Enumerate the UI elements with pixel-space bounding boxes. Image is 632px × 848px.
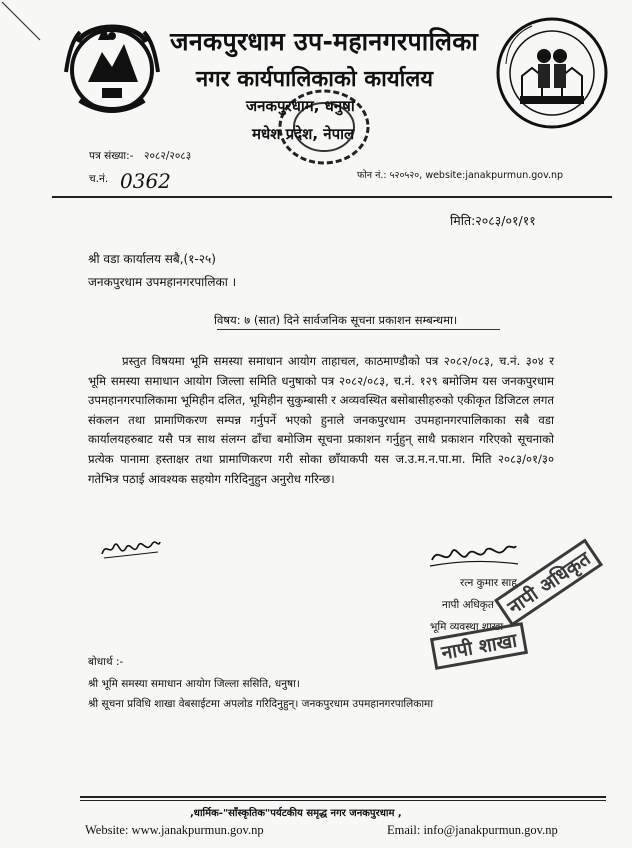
dispatch-number-handwritten [118,166,188,194]
letter-body [88,352,554,489]
letter-subject: विषय: ७ (सात) दिने सार्वजनिक सूचना प्रकाशन सम्बन्धमा। [214,313,458,327]
footer-website: Website: www.janakpurmun.gov.np [85,823,264,837]
municipality-name: जनकपुरधाम उप-महानगरपालिका [170,27,479,56]
cc-item: श्री भूमि समस्या समाधान आयोग जिल्ला ससिति, धनुषा। [88,678,300,690]
body-paragraph: प्रस्तुत विषयमा भूमि समस्या समाधान आयोग ताहाचल, काठमाण्डौको पत्र २०८२/०८३, च.नं. ३०४ र भूमि समस्या समाधान आयोग जिल्ला समिति धनुषाको पत्र २०८२/०८३, च.नं. १२९ बमोजिम यस जनकपुरधाम उपमहानगरपालिकामा भूमिहीन दलित, भूमिहीन सुकुम्बासी र अव्यवस्थित बसोबासीहरुको एकीकृत डिजिटल लगत संकलन तथा प्रामाणिकरण सम्पन्न गर्नुपर्ने भएको हुनाले जनकपुरधाम उपमहानगरपालिकाका सबै वडा कार्यालयहरुबाट यसै पत्र साथ संलग्न ढाँचा बमोजिम सूचना प्रकाशन गर्नुहुन् साथै प्रकाशन गरिएको सूचनाको प्रत्येक पानामा हस्ताक्षर तथा प्रामाणिकरण गरी सोका छाँयाकपी यस ज.उ.म.न.पा.मा. मिति २०८३/०१/३० गतेभित्र पठाई आवश्यक सहयोग गरिदिनुहुन अनुरोध गरिन्छ। [88,354,554,486]
website-value: janakpurmun.gov.np [465,170,564,181]
signatory-name: रत्न कुमार साह [460,577,517,589]
dispatch-number-text: 0362 [120,169,171,193]
municipality-seal-icon [492,16,612,130]
office-stamp: नापी शाखा [430,622,528,670]
website-label: website: [425,170,466,181]
footer-divider-thin [80,800,606,801]
letter-number-value: २०८२/२०८३ [144,150,192,162]
scan-corner-mark [0,0,50,45]
subject-underline [217,329,500,330]
footer-email: Email: info@janakpurmun.gov.np [387,823,558,837]
recipient-org: जनकपुरधाम उपमहानगरपालिका । [88,275,237,289]
office-province: मधेश प्रदेश, नेपाल [252,125,355,143]
header-divider [52,196,612,198]
letter-date: मिति:२०८३/०१/११ [450,213,536,228]
contact-line [357,168,563,181]
recipient-line: श्री वडा कार्यालय सबै,(१-२५) [88,252,216,266]
signatory-designation: नापी अधिकृत [442,599,494,611]
footer-slogan: ,धार्मिक-"साँस्कृतिक"पर्यटकीय समृद्ध नगर जनकपुरधाम , [190,808,402,819]
office-name: नगर कार्यपालिकाको कार्यालय [196,67,433,92]
nepal-emblem-icon [58,12,166,124]
phone-label: फोन नं.: [357,170,387,181]
footer-divider [80,796,606,798]
office-location: जनकपुरधाम, धनुषा [246,97,355,115]
officer-stamp: नापी अधिकृत [494,538,603,626]
officer-signature [428,540,520,572]
letter-number-label: पत्र संख्या:- [89,150,134,162]
signatory-section: भूमि व्यवस्था शाखा [430,621,504,633]
dispatch-number-label: च.नं. [89,173,109,185]
cc-item: श्री सूचना प्रविधि शाखा वेबसाईटमा अपलोड गरिदिनुहुन्। जनकपुरधाम उपमहानगरपालिकामा [88,698,434,710]
initials-signature [98,532,164,562]
phone-value: ५२०५२०, [389,170,423,181]
cc-label: बोधार्थ :- [88,656,124,668]
